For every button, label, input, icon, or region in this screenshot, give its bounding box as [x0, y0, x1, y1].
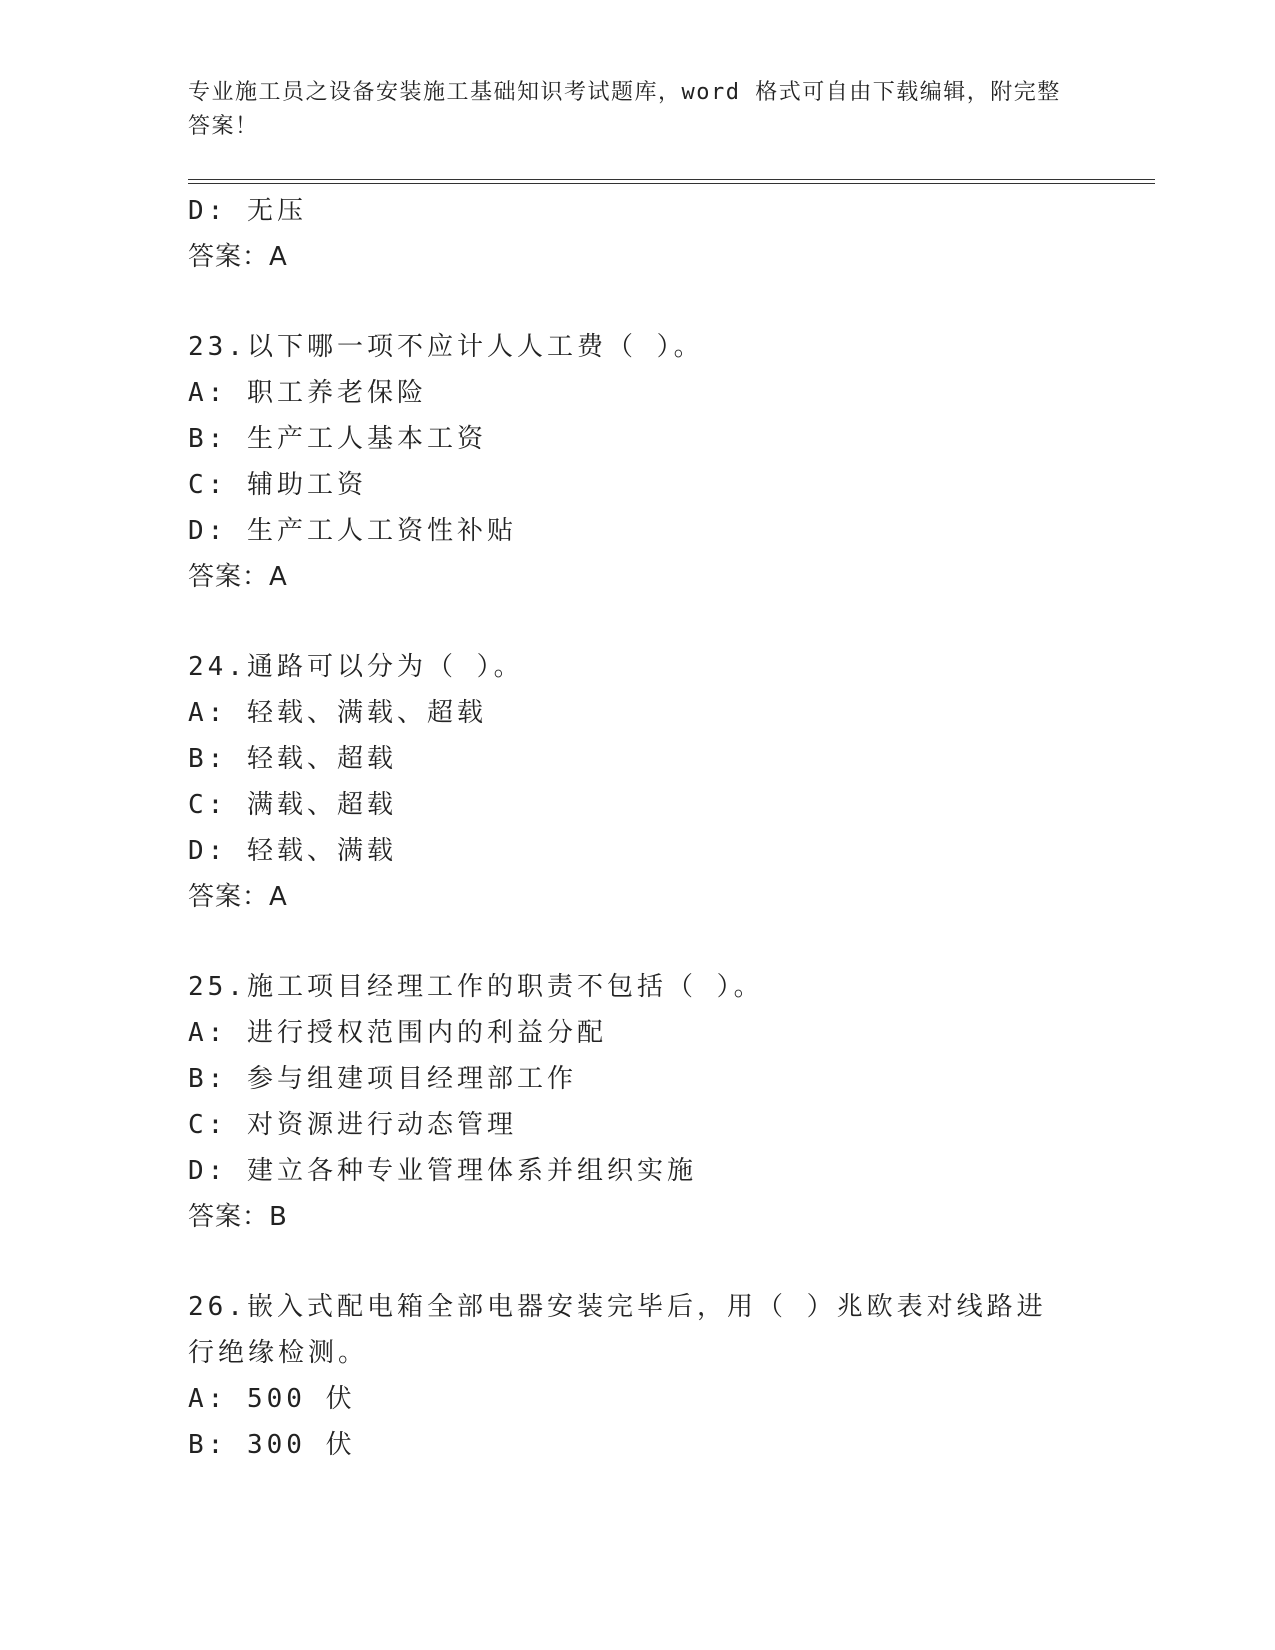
option-b: B: 生产工人基本工资	[188, 424, 487, 454]
question-23	[188, 324, 1088, 600]
option-c: C: 对资源进行动态管理	[188, 1110, 517, 1140]
question-text: 24.通路可以分为（ ）。	[188, 652, 524, 682]
question-text: 23.以下哪一项不应计人人工费（ ）。	[188, 332, 704, 362]
answer-line: 答案：A	[188, 882, 288, 912]
answer-line: 答案：A	[188, 562, 288, 592]
answer-line: 答案：A	[188, 242, 288, 272]
question-text: 26.嵌入式配电箱全部电器安装完毕后，用（ ）兆欧表对线路进行绝缘检测。	[188, 1292, 1047, 1368]
option-a: A: 轻载、满载、超载	[188, 698, 487, 728]
question-text: 25.施工项目经理工作的职责不包括（ ）。	[188, 972, 764, 1002]
question-25	[188, 964, 1088, 1240]
option-d: D: 轻载、满载	[188, 836, 397, 866]
question-26	[188, 1284, 1088, 1468]
document-body	[188, 188, 1088, 1468]
option-a: A: 进行授权范围内的利益分配	[188, 1018, 607, 1048]
option-c: C: 满载、超载	[188, 790, 397, 820]
option-a: A: 职工养老保险	[188, 378, 427, 408]
option-b: B: 参与组建项目经理部工作	[188, 1064, 577, 1094]
option-c: C: 辅助工资	[188, 470, 367, 500]
option-d: D: 建立各种专业管理体系并组织实施	[188, 1156, 697, 1186]
document-header: 专业施工员之设备安装施工基础知识考试题库，word 格式可自由下载编辑，附完整答案！	[188, 80, 1061, 139]
option-d: D: 无压	[188, 196, 307, 226]
question-24	[188, 644, 1088, 920]
option-b: B: 300 伏	[188, 1430, 356, 1460]
answer-line: 答案：B	[188, 1202, 288, 1232]
header-divider-bottom	[188, 183, 1155, 184]
question-22-tail	[188, 188, 1088, 280]
option-b: B: 轻载、超载	[188, 744, 397, 774]
option-a: A: 500 伏	[188, 1384, 356, 1414]
option-d: D: 生产工人工资性补贴	[188, 516, 517, 546]
header-divider-top	[188, 179, 1155, 180]
